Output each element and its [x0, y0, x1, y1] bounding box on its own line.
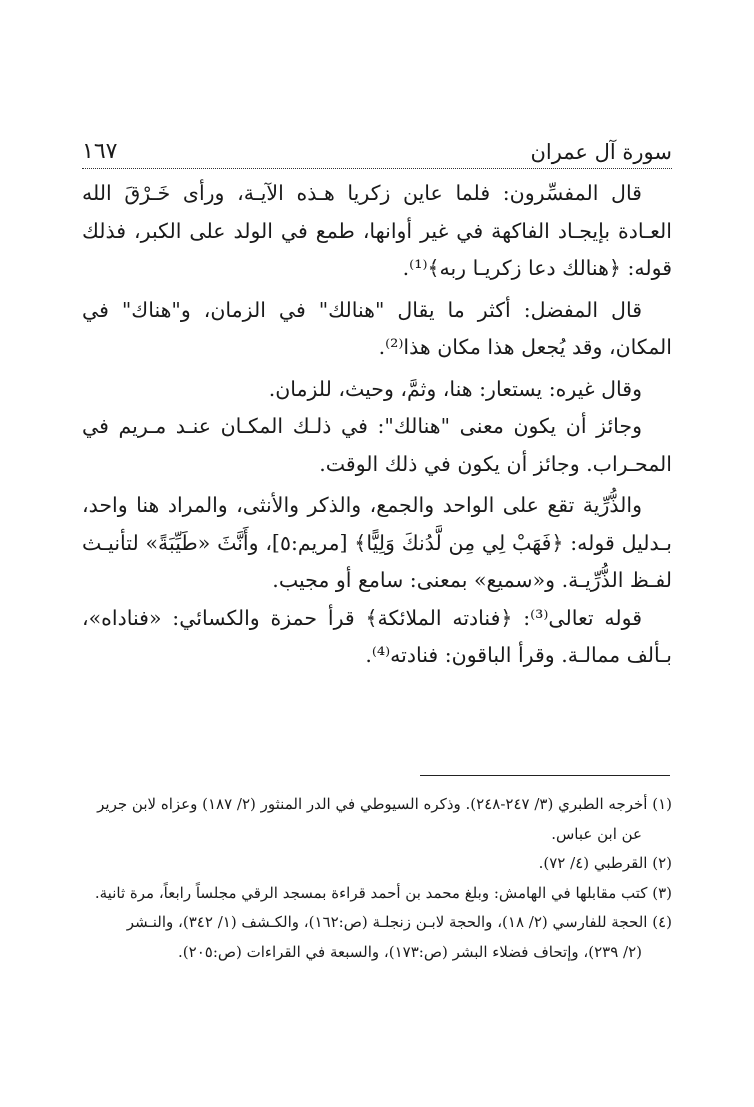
footnote-1: (١) أخرجه الطبري (٣/ ٢٤٧-٢٤٨). وذكره السيوطي في الدر المنثور (٢/ ١٨٧) وعزاه لابن جرير: [97, 795, 672, 813]
page-content: [82, 136, 672, 675]
footnotes: [82, 790, 672, 967]
paragraph-2: قال المفضل: أكثر ما يقال "هنالك" في الزمان، و"هناك" في المكان، وقد يُجعل هذا مكان هذا⁽²⁾.: [82, 297, 672, 359]
footnote-divider: [420, 775, 670, 776]
footnote-3: (٣) كتب مقابلها في الهامش: وبلغ محمد بن أحمد قراءة بمسجد الرقي مجلساً رابعاً، مرة ثانية.: [94, 883, 672, 902]
paragraph-5: والذُّرِّية تقع على الواحد والجمع، والذكر والأنثى، والمراد هنا واحد، بـدليل قوله: ﴿فَهَبْ لِي مِن لَّدُنكَ وَلِيًّا﴾ [مريم:٥]، وأَنَّثَ «طَيِّبَةً» لتأنيـث لفـظ الذُّرِّيـة. و«سميع» بمعنى: سامع أو مجيب.: [82, 493, 672, 592]
footnote-1-continued: عن ابن عباس.: [551, 824, 642, 843]
footnote-4-continued: (٢/ ٢٣٩)، وإتحاف فضلاء البشر (ص:١٧٣)، والسبعة في القراءات (ص:٢٠٥).: [178, 942, 642, 961]
paragraph-3: وقال غيره: يستعار: هنا، وثمَّ، وحيث، للزمان.: [268, 376, 642, 401]
surah-title: سورة آل عمران: [530, 140, 672, 164]
paragraph-6: قوله تعالى⁽³⁾: ﴿فنادته الملائكة﴾ قرأ حمزة والكسائي: «فناداه»، بـألف ممالـة. وقرأ الباقون: فنادته⁽⁴⁾.: [82, 605, 672, 667]
running-header: [82, 136, 672, 169]
paragraph-1: قال المفسِّرون: فلما عاين زكريا هـذه الآيـة، ورأى خَـرْقَ الله العـادة بإيجـاد الفاكهة في غير أوانها، طمع في الولد على الكبر، فذلك قوله: ﴿هنالك دعا زكريـا ربه﴾⁽¹⁾.: [82, 181, 672, 280]
paragraph-4: وجائز أن يكون معنى "هنالك": في ذلـك المكـان عنـد مـريم في المحـراب. وجائز أن يكون في ذلك الوقت.: [82, 414, 672, 476]
footnote-2: (٢) القرطبي (٤/ ٧٢).: [538, 854, 672, 872]
main-text: [82, 175, 672, 675]
footnote-4: (٤) الحجة للفارسي (٢/ ١٨)، والحجة لابـن زنجلـة (ص:١٦٢)، والكـشف (١/ ٣٤٢)، والنـشر: [126, 913, 672, 931]
page-number: ١٦٧: [82, 139, 118, 164]
